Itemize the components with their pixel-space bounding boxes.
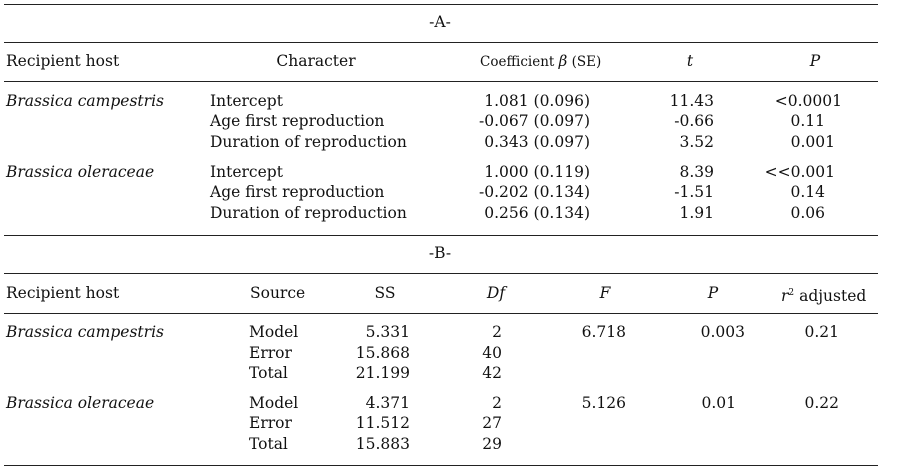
section-a-host-2: Brassica oleraceae bbox=[6, 163, 155, 181]
table-cell-p: 0.001 bbox=[790, 133, 835, 151]
section-a-header-top-rule bbox=[4, 42, 878, 43]
table-cell-p: 0.01 bbox=[701, 394, 736, 412]
table-cell-df: 29 bbox=[482, 435, 502, 453]
table-cell-t: -1.51 bbox=[674, 183, 714, 201]
table-cell-ss: 15.868 bbox=[355, 344, 410, 362]
section-b-header-df: Df bbox=[486, 284, 506, 302]
section-b-label: -B- bbox=[428, 244, 452, 262]
table-cell-coefficient: 0.343 (0.097) bbox=[484, 133, 590, 151]
table-cell-ss: 11.512 bbox=[355, 414, 410, 432]
section-a-header-recipient-host: Recipient host bbox=[6, 52, 120, 70]
table-cell-character: Age first reproduction bbox=[210, 183, 385, 201]
section-a-bottom-rule bbox=[4, 235, 878, 236]
r-symbol: r bbox=[781, 287, 789, 305]
table-cell-source: Total bbox=[249, 435, 288, 453]
table-cell-source: Error bbox=[249, 414, 292, 432]
table-cell-character: Duration of reproduction bbox=[210, 204, 407, 222]
table-cell-p: 0.003 bbox=[700, 323, 745, 341]
section-a-header-t: t bbox=[686, 52, 694, 70]
section-a-host-1: Brassica campestris bbox=[6, 92, 164, 110]
table-cell-f: 5.126 bbox=[581, 394, 626, 412]
table-cell-character: Intercept bbox=[210, 163, 283, 181]
table-cell-ss: 21.199 bbox=[355, 364, 410, 382]
top-rule bbox=[4, 4, 878, 5]
section-b-header-bottom-rule bbox=[4, 313, 878, 314]
table-cell-df: 40 bbox=[482, 344, 502, 362]
table-cell-ss: 5.331 bbox=[365, 323, 410, 341]
bottom-rule bbox=[4, 465, 878, 466]
table-cell-coefficient: 1.000 (0.119) bbox=[484, 163, 590, 181]
table-cell-r2: 0.22 bbox=[804, 394, 839, 412]
coefficient-label: Coefficient bbox=[480, 54, 559, 70]
table-cell-df: 42 bbox=[482, 364, 502, 382]
section-b-header-recipient-host: Recipient host bbox=[6, 284, 120, 302]
beta-symbol: β bbox=[558, 52, 568, 70]
table-cell-source: Model bbox=[249, 323, 299, 341]
section-b-header-source: Source bbox=[250, 284, 306, 302]
section-b-header-ss: SS bbox=[374, 284, 396, 302]
table-cell-character: Intercept bbox=[210, 92, 283, 110]
table-cell-coefficient: 0.256 (0.134) bbox=[484, 204, 590, 222]
section-b-header-p: P bbox=[707, 284, 719, 302]
table-cell-p: 0.14 bbox=[790, 183, 825, 201]
se-label: (SE) bbox=[567, 54, 602, 70]
table-cell-source: Model bbox=[249, 394, 299, 412]
table-cell-ss: 4.371 bbox=[365, 394, 410, 412]
table-cell-coefficient: 1.081 (0.096) bbox=[484, 92, 590, 110]
table-cell-t: -0.66 bbox=[674, 112, 714, 130]
table-cell-t: 3.52 bbox=[679, 133, 714, 151]
adjusted-label: adjusted bbox=[794, 287, 867, 305]
table-cell-ss: 15.883 bbox=[355, 435, 410, 453]
table-cell-source: Total bbox=[249, 364, 288, 382]
table-cell-p: 0.11 bbox=[790, 112, 825, 130]
table-cell-character: Age first reproduction bbox=[210, 112, 385, 130]
table-cell-f: 6.718 bbox=[581, 323, 626, 341]
section-a-header-character: Character bbox=[276, 52, 356, 70]
section-a-header-coefficient bbox=[480, 52, 601, 71]
table-cell-character: Duration of reproduction bbox=[210, 133, 407, 151]
table-cell-p: 0.06 bbox=[790, 204, 825, 222]
section-b-header-r2-adjusted bbox=[781, 284, 866, 305]
section-a-label: -A- bbox=[429, 13, 451, 31]
table-cell-p: <0.0001 bbox=[774, 92, 842, 110]
table-cell-coefficient: -0.067 (0.097) bbox=[478, 112, 590, 130]
section-b-host-1: Brassica campestris bbox=[6, 323, 164, 341]
table-cell-source: Error bbox=[249, 344, 292, 362]
section-a-header-p: P bbox=[809, 52, 821, 70]
table-cell-t: 11.43 bbox=[669, 92, 714, 110]
table-cell-t: 8.39 bbox=[679, 163, 714, 181]
section-b-header-top-rule bbox=[4, 273, 878, 274]
table-cell-t: 1.91 bbox=[679, 204, 714, 222]
table-cell-r2: 0.21 bbox=[804, 323, 839, 341]
table-cell-df: 2 bbox=[492, 323, 502, 341]
section-b-header-f: F bbox=[599, 284, 611, 302]
section-a-header-bottom-rule bbox=[4, 81, 878, 82]
table-cell-df: 2 bbox=[492, 394, 502, 412]
table-cell-coefficient: -0.202 (0.134) bbox=[478, 183, 590, 201]
section-b-host-2: Brassica oleraceae bbox=[6, 394, 155, 412]
table-cell-p: <<0.001 bbox=[764, 163, 835, 181]
table-cell-df: 27 bbox=[482, 414, 502, 432]
r-superscript: 2 bbox=[788, 288, 795, 298]
